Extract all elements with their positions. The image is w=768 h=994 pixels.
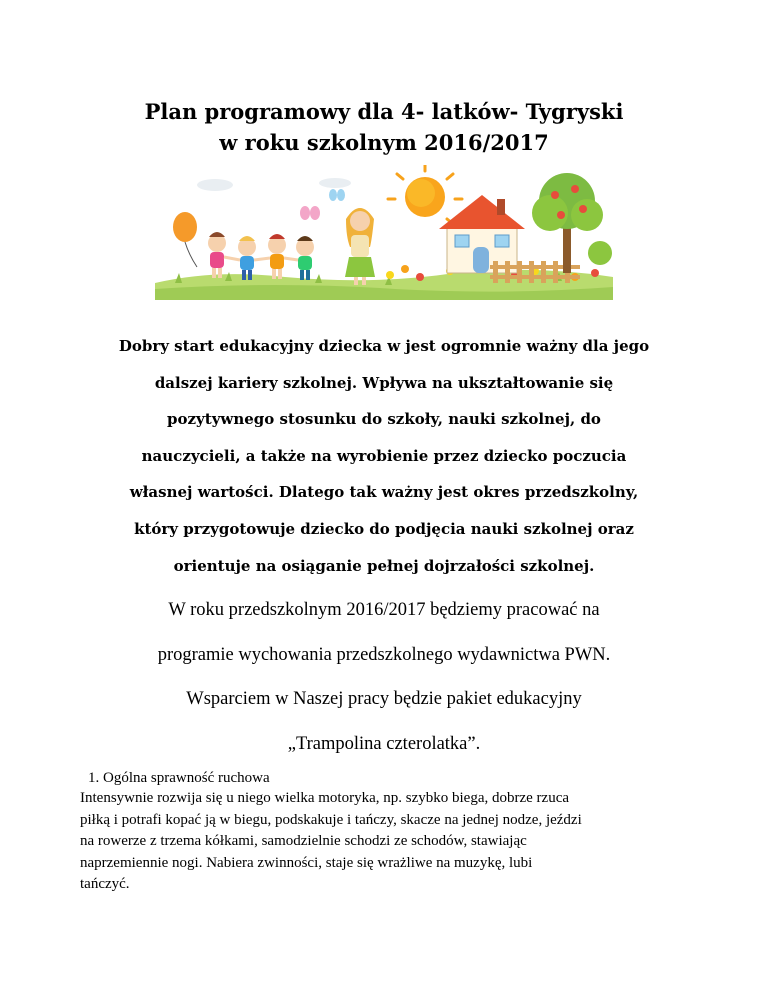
section-line: Intensywnie rozwija się u niego wielka motoryka, np. szybko biega, dobrze rzuca <box>80 790 570 806</box>
section-line: naprzemiennie nogi. Nabiera zwinności, staje się wrażliwe na muzykę, lubi <box>80 854 533 871</box>
section-line: tańczyć. <box>80 876 130 893</box>
title-line-2: w roku szkolnym 2016/2017 <box>219 130 549 155</box>
teacher-icon <box>345 208 375 285</box>
children-icon <box>208 232 314 280</box>
title-line-1: Plan programowy dla 4- latków- Tygryski <box>144 99 624 124</box>
section-line: na rowerze z trzema kółkami, samodzielnie schodzi ze schodów, stawiając <box>80 833 527 850</box>
section-heading: 1. Ogólna sprawność ruchowa <box>88 770 270 786</box>
house-icon <box>439 195 525 273</box>
program-line: programie wychowania przedszkolnego wydawnictwa PWN. <box>157 644 611 665</box>
intro-line: dalszej kariery szkolnej. Wpływa na ukształtowanie się <box>154 373 614 392</box>
program-info-paragraph <box>40 588 728 766</box>
intro-line: pozytywnego stosunku do szkoły, nauki szkolnej, do <box>167 410 601 429</box>
intro-line: własnej wartości. Dlatego tak ważny jest okres przedszkolny, <box>129 483 639 502</box>
intro-line: Dobry start edukacyjny dziecka w jest ogromnie ważny dla jego <box>118 337 650 355</box>
intro-line: orientuje na osiąganie pełnej dojrzałości szkolnej. <box>173 556 595 575</box>
section-body <box>80 788 720 896</box>
kindergarten-illustration <box>155 165 613 300</box>
intro-line: który przygotowuje dziecko do podjęcia nauki szkolnej oraz <box>134 519 634 538</box>
section-line: piłką i potrafi kopać ją w biegu, podskakuje i tańczy, skacze na jednej nodze, jeździ <box>80 811 582 828</box>
intro-line: nauczycieli, a także na wyrobienie przez dziecko poczucia <box>141 446 627 465</box>
page-title <box>0 96 768 158</box>
program-line: W roku przedszkolnym 2016/2017 będziemy pracować na <box>168 600 600 620</box>
sun-icon <box>388 165 462 224</box>
program-line: Wsparciem w Naszej pracy będzie pakiet edukacyjny <box>186 689 582 709</box>
balloon-icon <box>173 212 197 267</box>
program-line: „Trampolina czterolatka”. <box>287 733 481 754</box>
intro-paragraph <box>60 328 708 584</box>
